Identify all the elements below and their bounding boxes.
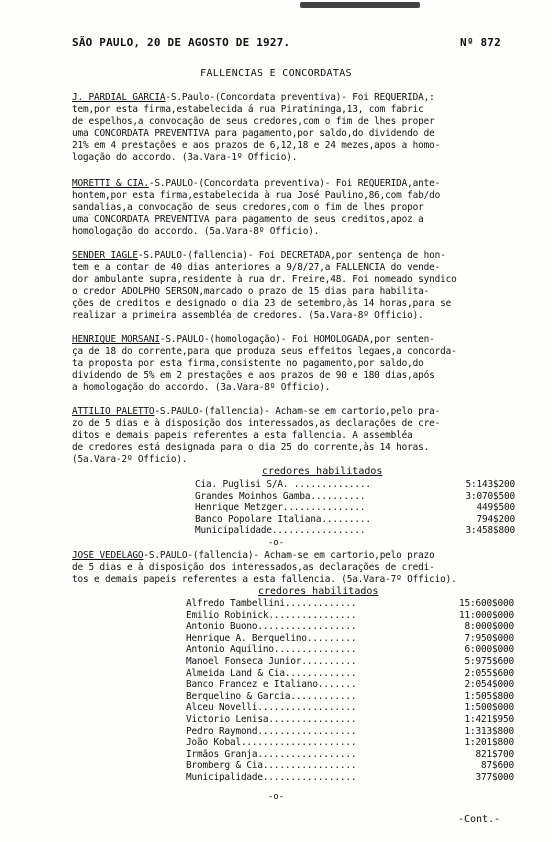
table-row: Alfredo Tambellini............. 15:600$000: [186, 598, 514, 609]
entry-line: MORETTI & CIA.-S.PAULO-(Concordata preventiva)- Foi REQUERIDA,ante-: [72, 178, 441, 189]
table-row: Municipalidade................. 3:458$800: [195, 525, 515, 537]
entry-line: sandalias,a convocação de seus credores,com o fim de lhes propor: [72, 202, 424, 213]
table-row: Alceu Novelli.................. 1:500$000: [186, 702, 514, 714]
entry-line: o credor ADOLPHO SERSON,marcado o prazo de 15 dias para habilita-: [72, 286, 430, 297]
table-row: Banco Francez e Italiano....... 2:054$000: [186, 679, 514, 691]
scan-artifact: [300, 2, 420, 8]
entry-name: JOSÉ VEDELAGO: [72, 550, 144, 561]
table-row: Bromberg & Cia................. 87$600: [186, 760, 514, 772]
entry-name: MORETTI & CIA.: [72, 178, 149, 189]
table-row: Almeida Land & Cia............. 2:055$600: [186, 667, 514, 679]
table-row: Victorio Lenisa................ 1:421$950: [186, 713, 514, 725]
entry-line: hontem,por esta firma,estabelecida à rua José Paulino,86,com fab/do: [72, 190, 441, 201]
entry-line: zo de 5 dias e à disposição dos interessados,as declarações de cre-: [72, 418, 441, 429]
entry-line: (5a.Vara-2º Officio).: [72, 454, 188, 465]
entry-line: JOSÉ VEDELAGO-S.PAULO-(fallencia)- Acham-se em cartorio,pelo prazo: [72, 550, 435, 561]
entry-name: SENDER IAGLE: [72, 250, 138, 261]
entry-line: logação do accordo. (3a.Vara-1º Officio).: [72, 152, 298, 163]
table-row: Henrique A. Berquelino......... 7:950$000: [186, 632, 514, 644]
table-row: Irmãos Granja.................. 821$700: [186, 748, 514, 760]
table-row: Berquelino & Garcia............ 1:505$800: [186, 690, 514, 702]
entry-line: de espelhos,a convocação de seus credores,com o fim de lhes proper: [72, 116, 435, 127]
entry-line: uma CONCORDATA PREVENTIVA para pagamento,por saldo,do dividendo de: [72, 128, 435, 139]
separator: -o-: [267, 538, 285, 548]
entry-line: dividendo de 5% em 2 prestações e aos prazos de 90 e 180 dias,após: [72, 370, 435, 381]
table-row: Grandes Moinhos Gamba.......... 3:070$500: [195, 490, 515, 502]
table-row: Municipalidade................. 377$000: [186, 771, 514, 783]
table-row: Banco Popolare Italiana......... 794$200: [195, 513, 515, 525]
entry-line: realizar a primeira assembléa de credores. (5a.Vara-8º Officio).: [72, 310, 424, 321]
table-row: Cia. Puglisi S/A. .............. 5:143$200: [195, 479, 515, 490]
continued-mark: -Cont.-: [458, 814, 501, 825]
entry-line: ta proposta por esta firma,consistente no pagamento,por saldo,do: [72, 358, 424, 369]
entry-line: J. PARDIAL GARCIA-S.Paulo-(Concordata preventiva)- Foi REQUERIDA,:: [72, 92, 435, 103]
entry-line: ATTILIO PALETTO-S.PAULO-(fallencia)- Acham-se em cartorio,pelo pra-: [72, 406, 441, 417]
separator: -o-: [267, 792, 285, 802]
entry-line: a homologação do accordo. (3a.Vara-8º Officio).: [72, 382, 331, 393]
section-title: FALLENCIAS E CONCORDATAS: [200, 68, 352, 79]
entry-line: tem,por esta firma,estabelecida á rua Piratininga,13, com fabric: [72, 104, 424, 115]
issue-number: Nº 872: [460, 36, 501, 49]
entry-line: dor ambulante supra,residente à rua dr. Freire,48. Foi nomeado syndico: [72, 274, 457, 285]
entry-line: 21% em 4 prestações e aos prazos de 6,12,18 e 24 mezes,apos a homo-: [72, 140, 441, 151]
entry-name: ATTILIO PALETTO: [72, 406, 155, 417]
entry-line: uma CONCORDATA PREVENTIVA para pagamento de seus creditos,apoz a: [72, 214, 424, 225]
table-row: Antonio Buono.................. 8:000$000: [186, 621, 514, 633]
creditors-table: [186, 598, 514, 784]
table-row: Henrique Metzger............... 449$500: [195, 502, 515, 514]
entry-line: de credores está designada para o dia 25 do corrente,às 14 horas.: [72, 442, 430, 453]
entry-line: homologação do accordo. (5a.Vara-8º Officio).: [72, 226, 320, 237]
entry-line: ditos e demais papeis referentes a esta fallencia. A assembléa: [72, 430, 413, 441]
table-row: Antonio Aquilino............... 6:000$000: [186, 644, 514, 656]
entry-line: HENRIQUE MORSANI-S.PAULO-(homologação)- Foi HOMOLOGADA,por senten-: [72, 334, 435, 345]
entry-line: tem e a contar de 40 dias anteriores a 9/8/27,a FALLENCIA do vende-: [72, 262, 441, 273]
table-row: João Kobal..................... 1:201$800: [186, 737, 514, 749]
entry-line: de 5 dias e à disposição dos interessados,as declarações de credi-: [72, 562, 435, 573]
creditors-title: credores habilitados: [258, 586, 379, 597]
entry-line: ça de 18 do corrente,para que produza seus effeitos legaes,a concorda-: [72, 346, 457, 357]
table-row: Pedro Raymond.................. 1:313$800: [186, 725, 514, 737]
place-date: SÃO PAULO, 20 DE AGOSTO DE 1927.: [72, 36, 291, 49]
table-row: Emilio Robinick................ 11:000$000: [186, 609, 514, 621]
entry-line: tos e demais papeis referentes a esta fallencia. (5a.Vara-7º Officio).: [72, 574, 457, 585]
creditors-title: credores habilitados: [262, 466, 383, 477]
entry-line: SENDER IAGLE-S.PAULO-(fallencia)- Foi DECRETADA,por sentença de hon-: [72, 250, 446, 261]
entry-name: HENRIQUE MORSANI: [72, 334, 160, 345]
entry-name: J. PARDIAL GARCIA: [72, 92, 166, 103]
creditors-table: [195, 479, 515, 537]
entry-line: ções de creditos e designado o dia 23 de setembro,às 14 horas,para se: [72, 298, 452, 309]
table-row: Manoel Fonseca Junior.......... 5:975$600: [186, 655, 514, 667]
